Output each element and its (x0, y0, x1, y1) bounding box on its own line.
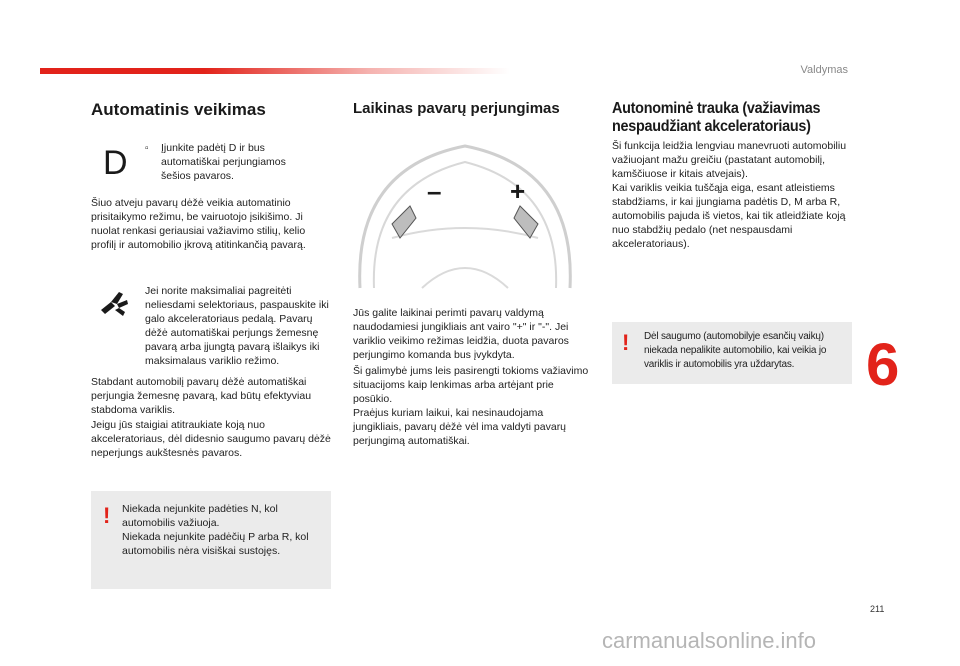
col3-heading (612, 100, 837, 136)
gear-d-symbol: D (103, 144, 128, 182)
steering-wheel-paddles-icon (352, 128, 578, 294)
col3-para2: Kai variklis veikia tuščąja eiga, esant atleistiems stabdžiams, ir kai įjungiama padėtis D, M arba R, automobilis pajuda iš vietos, kai tik atleidžiate koją nuo stabdžių pedalo (net nespausdami akceleratoriaus). (612, 182, 846, 250)
section-title: Valdymas (800, 64, 848, 76)
page-number: 211 (870, 604, 885, 614)
col3-para1: Ši funkcija leidžia lengviau manevruoti automobiliu važiuojant mažu greičiu (pastatant automobilį, kamščiuose ir kitais atvejais). (612, 140, 847, 180)
plus-label: + (510, 176, 526, 206)
col1-bullet-text (161, 141, 311, 183)
warning-box-1 (91, 491, 331, 589)
watermark: carmanualsonline.info (602, 628, 817, 653)
col3-heading-line1: Autonominė trauka (važiavimas (612, 100, 821, 117)
col2-heading: Laikinas pavarų perjungimas (353, 100, 560, 117)
warning-box-2 (612, 322, 852, 384)
col2-para1: Jūs galite laikinai perimti pavarų valdymą naudodamiesi jungikliais ant vairo "+" ir "-". Jei variklio veikimo režimas leidžia, duota pavaros perjungimo komanda bus įvykdyta. (353, 307, 569, 361)
col2-para3: Praėjus kuriam laikui, kai nesinaudojama jungikliais, pavarų dėžė vėl ima valdyti pavarų perjungimą automatiškai. (353, 407, 567, 447)
bullet-text-content: Įjunkite padėtį D ir bus automatiškai perjungiamos šešios pavaros. (161, 142, 286, 182)
bullet-icon: ▫ (145, 143, 149, 154)
hand-foot-pedal-icon (97, 288, 131, 318)
minus-label: – (427, 176, 442, 206)
col1-para4: Jeigu jūs staigiai atitraukiate koją nuo akceleratoriaus, dėl didesnio saugumo pavarų dėžė neperjungs aukštesnės pavaros. (91, 419, 331, 459)
col1-para3: Stabdant automobilį pavarų dėžė automatiškai perjungia žemesnę pavarą, kad būtų efektyviau stabdoma variklis. (91, 376, 312, 416)
col3-heading-line2: nespaudžiant akceleratoriaus) (612, 118, 811, 135)
col1-para2: Jei norite maksimaliai pagreitėti neliesdami selektoriaus, paspauskite iki galo akceleratoriaus pedalą. Pavarų dėžė automatiškai perjungs žemesnę pavarą arba įjungtą pavarą išlaikys iki maksimalaus variklio režimo. (145, 285, 329, 367)
col1-heading: Automatinis veikimas (91, 100, 266, 119)
warning-1-line2: Niekada nejunkite padėčių P arba R, kol automobilis nėra visiškai sustojęs. (122, 531, 309, 557)
warning-1-line1: Niekada nejunkite padėties N, kol automobilis važiuoja. (122, 503, 278, 529)
warning-exclamation-icon: ! (622, 330, 630, 355)
header-accent-bar (40, 68, 510, 74)
warning-2-text: Dėl saugumo (automobilyje esančių vaikų) niekada nepalikite automobilio, kai veikia jo variklis ir automobilis yra uždarytas. (644, 331, 827, 370)
chapter-number: 6 (866, 331, 900, 398)
col2-para2: Ši galimybė jums leis pasirengti tokioms važiavimo situacijoms kaip lenkimas arba artėjant prie posūkio. (353, 365, 589, 405)
col1-para1: Šiuo atveju pavarų dėžė veikia automatinio prisitaikymo režimu, be vairuotojo įsikišimo. Ji nuolat renkasi geriausiai važiavimo stilių, kelio profilį ir automobilio įkrovą atitinkančią pavarą. (91, 197, 306, 251)
warning-exclamation-icon: ! (103, 503, 111, 528)
